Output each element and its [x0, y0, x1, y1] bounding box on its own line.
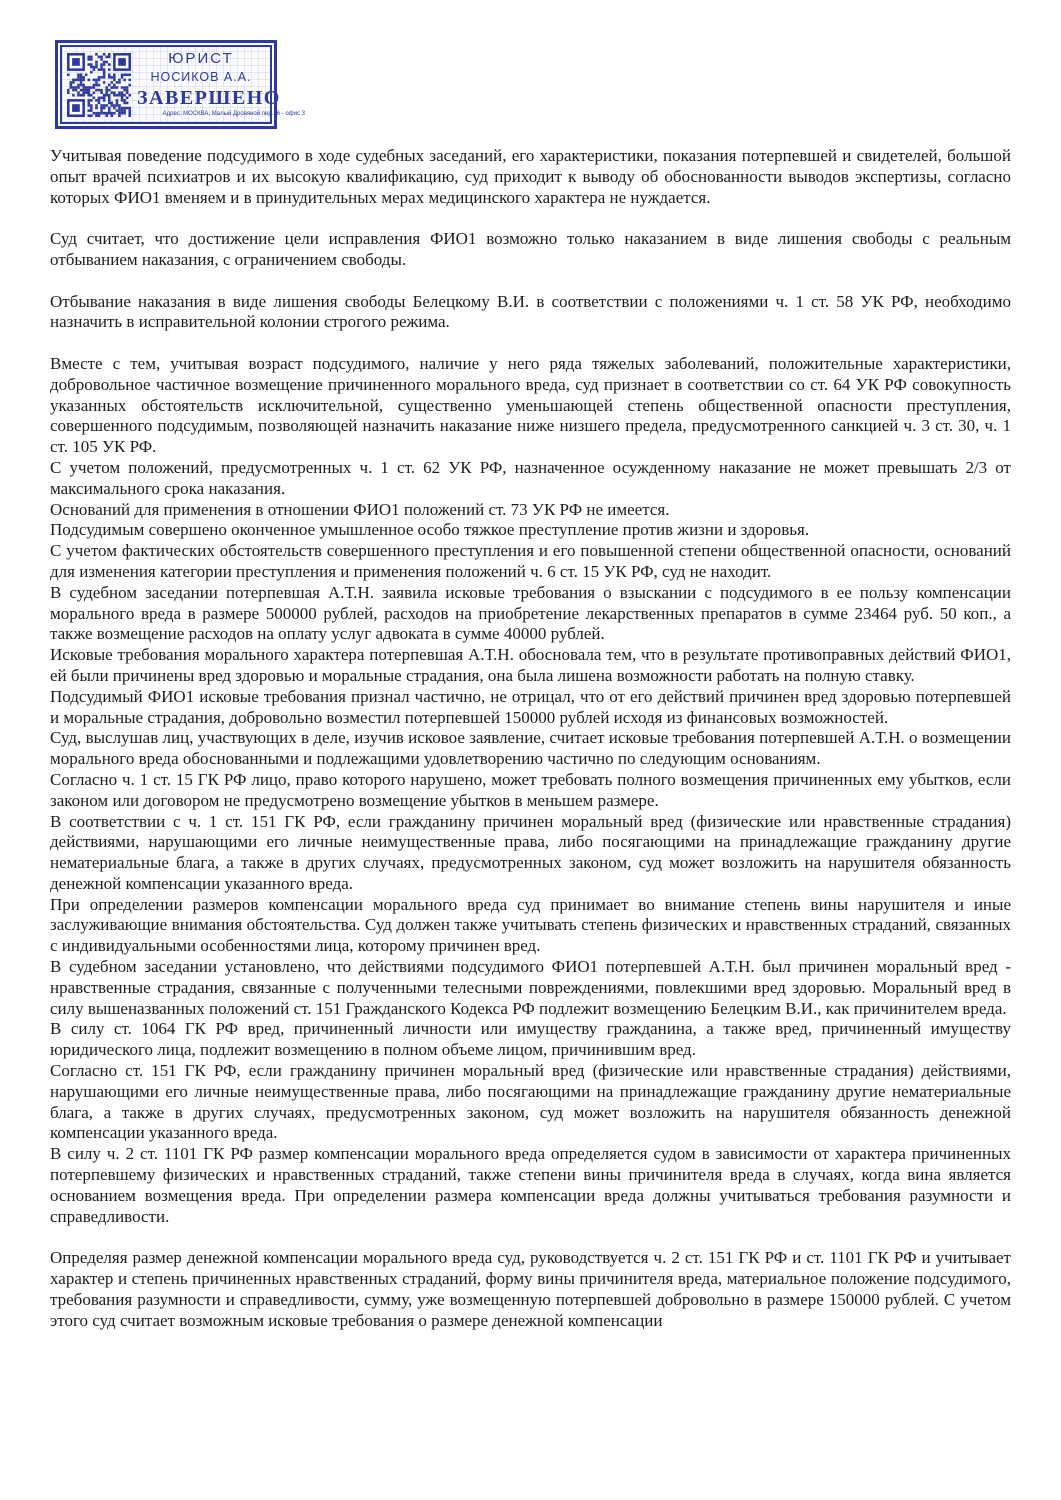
paragraph: При определении размеров компенсации морального вреда суд принимает во внимание степень вины нарушителя и иные заслуживающие внимания обстоятельства. Суд должен также учитывать степень физических и нравственных страданий, связанных с индивидуальными особенностями лица, которому причинен вред. [50, 894, 1011, 956]
lawyer-stamp-inner [60, 45, 305, 124]
document-body [50, 146, 1011, 1331]
qr-code-icon [67, 53, 131, 117]
stamp-address: Адрес: МОСКВА, Малый Дровяной пер., 6 - офис 3 [162, 110, 305, 117]
paragraph: Вместе с тем, учитывая возраст подсудимого, наличие у него ряда тяжелых заболеваний, положительные характеристики, добровольное частичное возмещение причиненного морального вреда, суд признает в соответствии со ст. 64 УК РФ совокупность указанных обстоятельств исключительной, существенно уменьшающей степень общественной опасности преступления, совершенного подсудимым, позволяющей назначить наказание ниже низшего предела, предусмотренного санкцией ч. 3 ст. 30, ч. 1 ст. 105 УК РФ. [50, 353, 1011, 457]
paragraph: С учетом положений, предусмотренных ч. 1 ст. 62 УК РФ, назначенное осужденному наказание не может превышать 2/3 от максимального срока наказания. [50, 457, 1011, 498]
paragraph: В судебном заседании потерпевшая А.Т.Н. заявила исковые требования о взыскании с подсудимого в ее пользу компенсации морального вреда в размере 500000 рублей, расходов на приобретение лекарственных препаратов в сумме 23464 руб. 50 коп., а также возмещение расходов на оплату услуг адвоката в сумме 40000 рублей. [50, 582, 1011, 644]
paragraph: В соответствии с ч. 1 ст. 151 ГК РФ, если гражданину причинен моральный вред (физические или нравственные страдания) действиями, нарушающими его личные неимущественные права, либо посягающими на принадлежащие гражданину другие нематериальные блага, а также в других случаях, предусмотренных законом, суд может возложить на нарушителя обязанность денежной компенсации указанного вреда. [50, 811, 1011, 893]
lawyer-stamp [55, 40, 305, 129]
paragraph: В судебном заседании установлено, что действиями подсудимого ФИО1 потерпевшей А.Т.Н. был причинен моральный вред - нравственные страдания, связанные с полученными телесными повреждениями, повлекшими вред здоровью. Моральный вред в силу вышеназванных положений ст. 151 Гражданского Кодекса РФ подлежит возмещению Белецким В.И., как причинителем вреда. [50, 957, 1011, 1018]
paragraph: Оснований для применения в отношении ФИО1 положений ст. 73 УК РФ не имеется. [50, 499, 670, 519]
stamp-title: ЮРИСТ [168, 50, 234, 67]
paragraph: Согласно ст. 151 ГК РФ, если гражданину причинен моральный вред (физические или нравственные страдания) действиями, нарушающими его личные неимущественные права, либо посягающими на принадлежащие гражданину другие нематериальные блага, а также в других случаях, предусмотренных законом, суд может возложить на нарушителя обязанность денежной компенсации указанного вреда. [50, 1061, 1011, 1143]
paragraph: Суд считает, что достижение цели исправления ФИО1 возможно только наказанием в виде лишения свободы с реальным отбыванием наказания, с ограничением свободы. [50, 229, 1011, 269]
paragraph: Подсудимым совершено оконченное умышленное особо тяжкое преступление против жизни и здоровья. [50, 520, 810, 540]
paragraph: Исковые требования морального характера потерпевшая А.Т.Н. обосновала тем, что в результате противоправных действий ФИО1, ей были причинены вред здоровью и моральные страдания, она была лишена возможности работать на полную ставку. [50, 645, 1011, 685]
paragraph: С учетом фактических обстоятельств совершенного преступления и его повышенной степени общественной опасности, оснований для изменения категории преступления и применения положений ч. 6 ст. 15 УК РФ, суд не находит. [50, 541, 1011, 581]
paragraph: Определяя размер денежной компенсации морального вреда суд, руководствуется ч. 2 ст. 151 ГК РФ и ст. 1101 ГК РФ и учитывает характер и степень причиненных нравственных страданий, форму вины причинителя вреда, материальное положение подсудимого, требования разумности и справедливости, сумму, уже возмещенную потерпевшей добровольно в размере 150000 рублей. С учетом этого суд считает возможным исковые требования о размере денежной компенсации [50, 1248, 1011, 1330]
paragraph: Учитывая поведение подсудимого в ходе судебных заседаний, его характеристики, показания потерпевшей и свидетелей, большой опыт врачей психиатров и их высокую квалификацию, суд приходит к выводу об обоснованности выводов экспертизы, согласно которых ФИО1 вменяем и в принудительных мерах медицинского характера не нуждается. [50, 146, 1011, 207]
paragraph: В силу ч. 2 ст. 1101 ГК РФ размер компенсации морального вреда определяется судом в зависимости от характера причиненных потерпевшему физических и нравственных страданий, также степени вины причинителя вреда в случаях, когда вина является основанием возмещения вреда. При определении размера компенсации вреда должны учитываться требования разумности и справедливости. [50, 1144, 1011, 1226]
stamp-name: НОСИКОВ А.А. [150, 69, 252, 84]
paragraph: Отбывание наказания в виде лишения свободы Белецкому В.И. в соответствии с положениями ч. 1 ст. 58 УК РФ, необходимо назначить в исправительной колонии строгого режима. [50, 291, 1011, 332]
paragraph: В силу ст. 1064 ГК РФ вред, причиненный личности или имуществу гражданина, а также вред, причиненный имуществу юридического лица, подлежит возмещению в полном объеме лицом, причинившим вред. [50, 1019, 1011, 1060]
paragraph: Согласно ч. 1 ст. 15 ГК РФ лицо, право которого нарушено, может требовать полного возмещения причиненных ему убытков, если законом или договором не предусмотрено возмещение убытков в меньшем размере. [50, 769, 1011, 810]
paragraph: Подсудимый ФИО1 исковые требования признал частично, не отрицал, что от его действий причинен вред здоровью потерпевшей и моральные страдания, добровольно возместил потерпевшей 150000 рублей исходя из финансовых возможностей. [50, 686, 1011, 727]
stamp-status: ЗАВЕРШЕНО [137, 86, 281, 109]
paragraph: Суд, выслушав лиц, участвующих в деле, изучив исковое заявление, считает исковые требования потерпевшей А.Т.Н. о возмещении морального вреда обоснованными и подлежащими удовлетворению частично по следующим основаниям. [50, 728, 1011, 769]
stamp-text-block [137, 50, 305, 119]
